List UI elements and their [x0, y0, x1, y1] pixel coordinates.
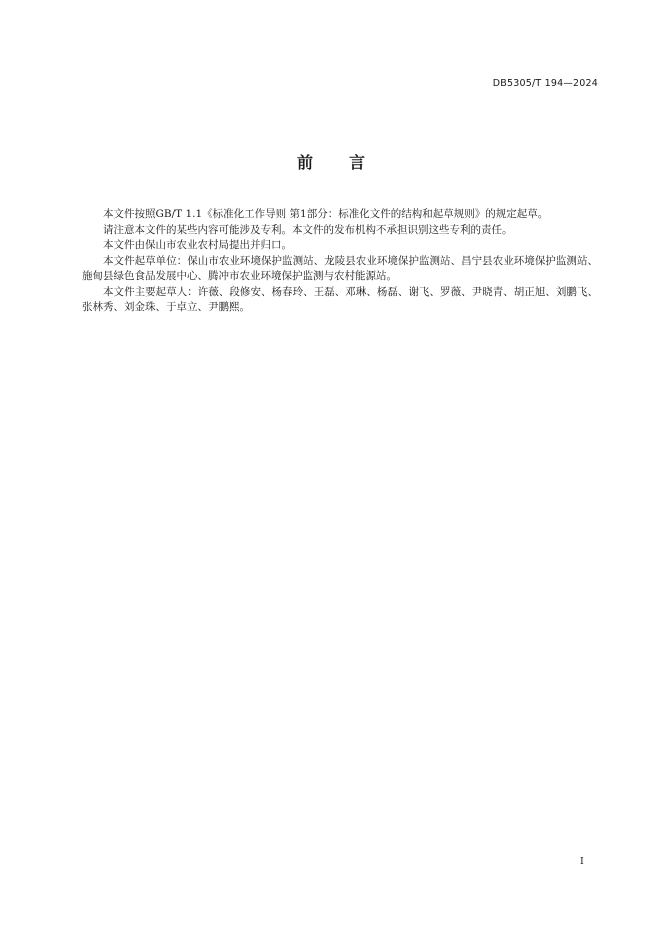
paragraph-drafting-rules: 本文件按照GB/T 1.1《标准化工作导则 第1部分：标准化文件的结构和起草规则》的规定起草。 — [103, 208, 549, 220]
paragraph-patent-notice: 请注意本文件的某些内容可能涉及专利。本文件的发布机构不承担识别这些专利的责任。 — [103, 223, 513, 236]
page-title: 前言 — [296, 153, 401, 172]
page-number: I — [580, 856, 584, 867]
paragraph-drafting-units: 本文件起草单位：保山市农业环境保护监测站、龙陵县农业环境保护监测站、昌宁县农业环境保护监测站、施甸县绿色食品发展中心、腾冲市农业环境保护监测与农村能源站。 — [82, 254, 598, 282]
foreword-body — [82, 207, 598, 316]
paragraph-proposer: 本文件由保山市农业农村局提出并归口。 — [103, 239, 292, 251]
document-code: DB5305/T 194—2024 — [492, 78, 598, 89]
paragraph-drafters: 本文件主要起草人：许薇、段修安、杨春玲、王磊、邓琳、杨磊、谢飞、罗薇、尹晓青、胡正旭、刘鹏飞、张林秀、刘金珠、于卓立、尹鹏熙。 — [82, 285, 598, 313]
